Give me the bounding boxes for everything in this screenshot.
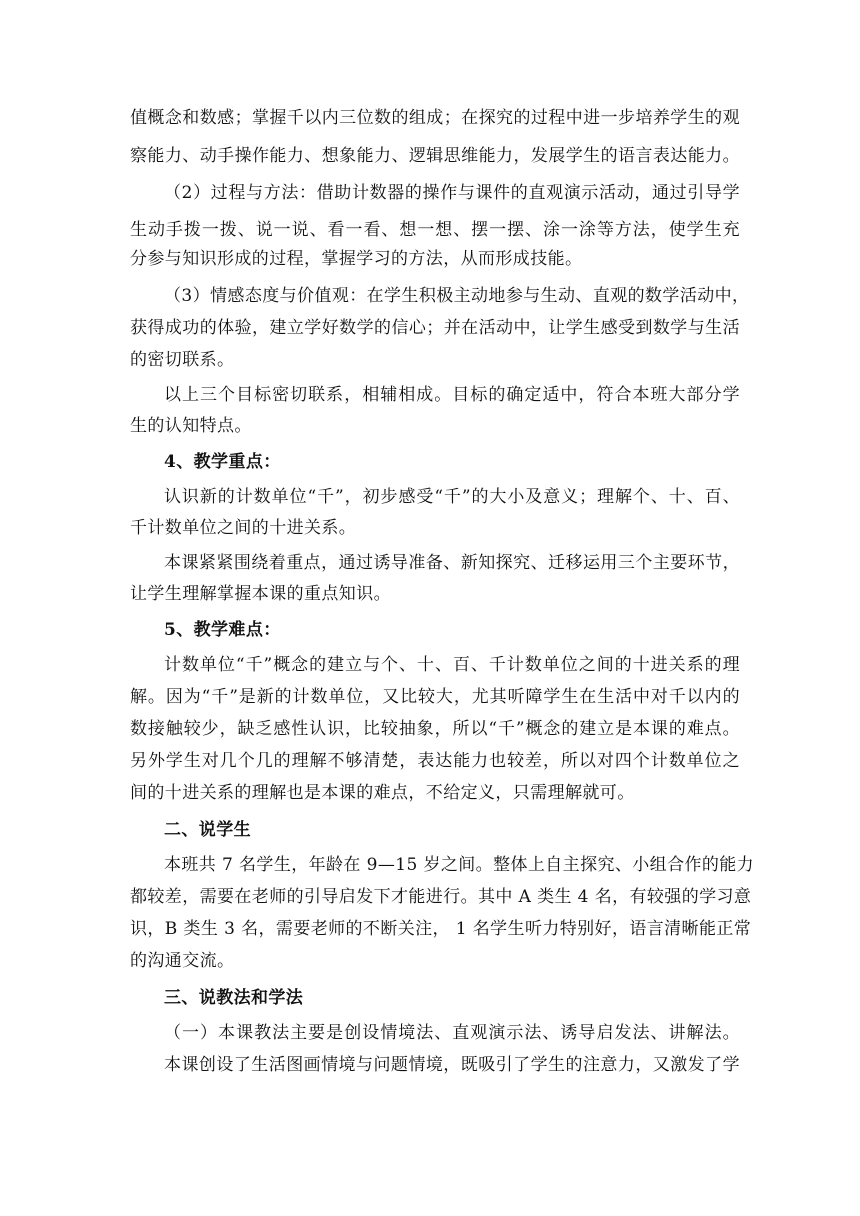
text-line: 千计数单位之间的十进关系。 <box>130 518 357 538</box>
text-line: 以上三个目标密切联系，相辅相成。目标的确定适中，符合本班大部分学 <box>164 385 740 405</box>
text-line: 计数单位“千”概念的建立与个、十、百、千计数单位之间的十进关系的理 <box>164 655 740 675</box>
text-line: 生动手拨一拨、说一说、看一看、想一想、摆一摆、涂一涂等方法，使学生充 <box>130 220 740 240</box>
text-line: 间的十进关系的理解也是本课的难点，不给定义，只需理解就可。 <box>130 783 635 803</box>
section-heading: 二、说学生 <box>164 820 251 840</box>
text-line: 解。因为“千”是新的计数单位，又比较大，尤其听障学生在生活中对千以内的 <box>130 687 740 707</box>
text-line: 数接触较少，缺乏感性认识，比较抽象，所以“千”概念的建立是本课的难点。 <box>130 719 740 739</box>
text-line: 的密切联系。 <box>130 350 235 370</box>
section-heading: 三、说教法和学法 <box>164 988 304 1008</box>
text-line: 本课创设了生活图画情境与问题情境，既吸引了学生的注意力，又激发了学 <box>164 1055 740 1075</box>
section-heading: 5、教学难点： <box>164 620 281 640</box>
text-line: 值概念和数感；掌握千以内三位数的组成；在探究的过程中进一步培养学生的观 <box>130 108 740 128</box>
text-line: 的沟通交流。 <box>130 951 235 971</box>
text-line: 察能力、动手操作能力、想象能力、逻辑思维能力，发展学生的语言表达能力。 <box>130 146 740 166</box>
text-line: 都较差，需要在老师的引导启发下才能进行。其中 A 类生 4 名，有较强的学习意 <box>130 887 752 907</box>
text-line: 本课紧紧围绕着重点，通过诱导准备、新知探究、迁移运用三个主要环节， <box>164 553 740 573</box>
text-line: 让学生理解掌握本课的重点知识。 <box>130 584 391 604</box>
text-line: 认识新的计数单位“千”，初步感受“千”的大小及意义；理解个、十、百、 <box>164 487 740 507</box>
text-line: 分参与知识形成的过程，掌握学习的方法，从而形成技能。 <box>130 249 583 269</box>
text-line: 本班共 7 名学生，年龄在 9—15 岁之间。整体上自主探究、小组合作的能力 <box>164 855 755 875</box>
text-line: 识，B 类生 3 名，需要老师的不断关注， 1 名学生听力特别好，语言清晰能正常 <box>130 919 752 939</box>
text-line: 另外学生对几个几的理解不够清楚，表达能力也较差，所以对四个计数单位之 <box>130 751 740 771</box>
text-line: 获得成功的体验，建立学好数学的信心；并在活动中，让学生感受到数学与生活 <box>130 318 740 338</box>
text-line: （2）过程与方法：借助计数器的操作与课件的直观演示活动，通过引导学 <box>164 183 740 203</box>
text-line: （一）本课教法主要是创设情境法、直观演示法、诱导启发法、讲解法。 <box>164 1023 740 1043</box>
section-heading: 4、教学重点： <box>164 452 281 472</box>
text-line: 生的认知特点。 <box>130 416 252 436</box>
text-line: （3）情感态度与价值观：在学生积极主动地参与生动、直观的数学活动中， <box>164 286 750 306</box>
